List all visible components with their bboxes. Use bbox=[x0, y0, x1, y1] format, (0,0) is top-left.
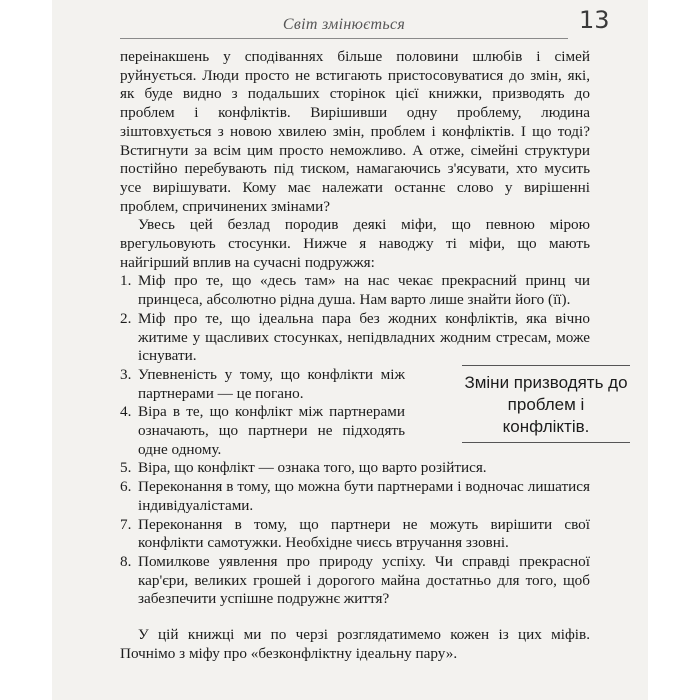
list-text: Помилкове уявлення про природу успіху. Чи справді прекрасної кар'єри, великих грошей і дорогого майна достатньо для того, щоб забезпечити успішне подружнє життя? bbox=[138, 552, 590, 608]
list-number: 2. bbox=[120, 309, 132, 327]
list-item bbox=[120, 516, 590, 553]
list-text: Переконання в тому, що партнери не можуть вирішити свої конфлікти самотужки. Необхідне чиєсь втручання ззовні. bbox=[138, 515, 590, 552]
list-number: 4. bbox=[120, 403, 132, 421]
list-text: Упевненість у тому, що конфлікти між партнерами — це погано. bbox=[138, 365, 405, 402]
list-text: Міф про те, що «десь там» на нас чекає прекрасний принц чи принцеса, абсолютно рідна душа. Нам варто лише знайти його (її). bbox=[138, 272, 590, 309]
list-item bbox=[120, 310, 590, 366]
page-body bbox=[120, 48, 628, 664]
list-text: Віра, що конфлікт — ознака того, що варто розійтися. bbox=[138, 459, 487, 477]
page-number: 13 bbox=[579, 6, 610, 34]
list-number: 6. bbox=[120, 478, 132, 496]
list-item bbox=[120, 366, 405, 403]
book-page bbox=[52, 0, 648, 700]
running-title: Світ змінюється bbox=[282, 16, 406, 33]
list-item bbox=[120, 272, 590, 309]
list-number: 1. bbox=[120, 272, 132, 290]
list-text: Міф про те, що ідеальна пара без жодних конфліктів, яка вічно житиме у щасливих стосунках, непідвладних жодним стресам, може існувати. bbox=[138, 309, 590, 365]
list-number: 5. bbox=[120, 459, 132, 477]
list-text: Переконання в тому, що можна бути партнерами і водночас лишатися індивідуалістами. bbox=[138, 478, 590, 514]
list-item bbox=[120, 403, 405, 459]
list-item bbox=[120, 553, 590, 609]
list-number: 7. bbox=[120, 515, 132, 533]
list-number: 8. bbox=[120, 552, 132, 570]
paragraph-myths-intro: Увесь цей безлад породив деякі міфи, що певною мірою врегульовують стосунки. Нижче я наводжу ті міфи, що мають найгірший вплив на сучасні подружжя: bbox=[120, 216, 590, 271]
running-head bbox=[120, 12, 568, 39]
paragraph-continued: переінакшень у сподіваннях більше половини шлюбів і сімей руйнується. Люди просто не встигають пристосовуватися до змін, які, як буде видно з подальших сторінок цієї книжки, призводять до проблем і конфліктів. Вирішивши одну проблему, людина зіштовхується з новою хвилею змін, проблем і конфліктів. І що тоді? Встигнути за всім цим просто неможливо. А отже, сімейні структури постійно перебувають під тиском, намагаючись з'ясувати, хто мусить усе вирішувати. Кому має належати останнє слово у вирішенні проблем, спричинених змінами? bbox=[120, 48, 590, 215]
paragraph-closing: У цій книжці ми по черзі розглядатимемо кожен із цих міфів. Почнімо з міфу про «безконфліктну ідеальну пару». bbox=[120, 626, 590, 662]
spacer bbox=[120, 609, 590, 626]
list-item bbox=[120, 478, 590, 515]
list-text: Віра в те, що конфлікт між партнерами означають, що партнери не підходять одне одному. bbox=[138, 403, 405, 458]
list-number: 3. bbox=[120, 365, 132, 383]
pull-quote: Зміни призводять до проблем і конфліктів. bbox=[462, 365, 630, 443]
list-item bbox=[120, 459, 590, 478]
